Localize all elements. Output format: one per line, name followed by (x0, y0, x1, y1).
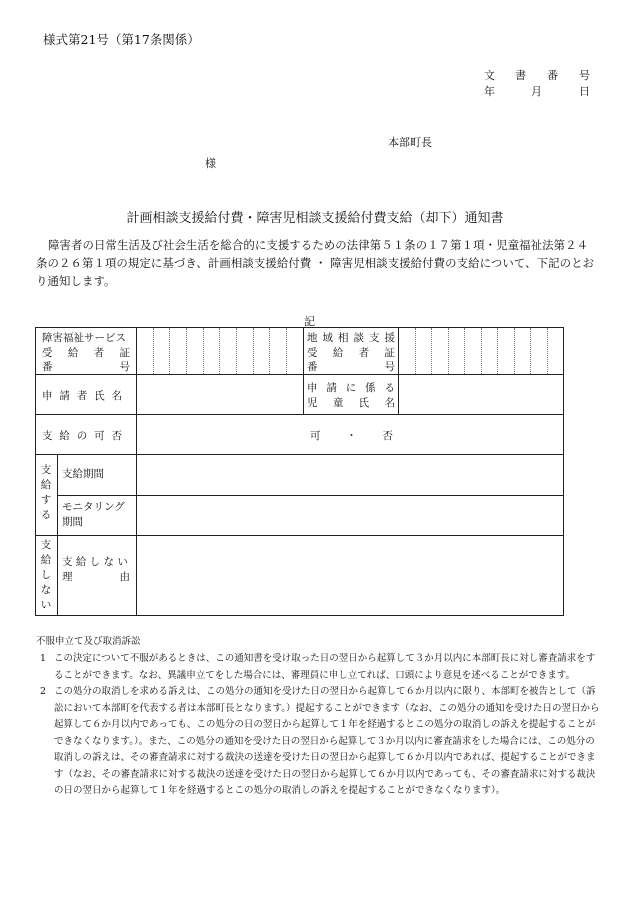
digit-divider (547, 328, 548, 374)
date-year: 年 (484, 85, 495, 98)
label-char: 番 (42, 361, 53, 373)
label-char: 支 (42, 430, 53, 442)
col-divider (136, 328, 137, 454)
monitoring-label-line1: モニタリング (62, 501, 125, 513)
grant-period-label: 支給期間 (62, 468, 104, 480)
row-divider (36, 414, 563, 415)
label-char: に (345, 382, 357, 394)
row-divider (36, 374, 563, 375)
label-char: 請 (59, 390, 70, 402)
digit-divider (186, 328, 187, 374)
label-char: 番 (307, 361, 318, 373)
label-char: 者 (358, 347, 370, 359)
digit-divider (286, 328, 287, 374)
appeal-item-1 (40, 651, 600, 684)
regional-cert-label-line2 (307, 345, 395, 360)
option-deny: 否 (382, 430, 393, 442)
label-char: 証 (384, 347, 395, 359)
label-char: 申 (307, 382, 318, 394)
document-meta (484, 68, 590, 100)
label-char: 童 (332, 397, 344, 409)
label-char: 域 (322, 332, 333, 344)
digit-divider (269, 328, 270, 374)
label-char: 給 (59, 430, 70, 442)
label-char: 受 (42, 347, 53, 359)
digit-divider (203, 328, 204, 374)
child-name-label-line1 (307, 380, 395, 395)
label-char: 否 (111, 430, 122, 442)
row-divider (36, 454, 563, 455)
digit-divider (530, 328, 531, 374)
col-divider (57, 454, 58, 615)
digit-divider (415, 328, 416, 374)
col-divider (303, 328, 304, 414)
label-char: 理 (62, 571, 73, 583)
label-char: 給 (67, 347, 79, 359)
regional-cert-label-line1 (307, 330, 395, 345)
date-day: 日 (579, 85, 590, 98)
label-char: 可 (94, 430, 105, 442)
doc-number-char: 文 (484, 69, 495, 82)
digit-divider (169, 328, 170, 374)
label-char: 地 (307, 332, 318, 344)
form-number: 様式第21号（第17条関係） (43, 32, 200, 47)
notification-table (35, 327, 564, 616)
appeal-item-2 (40, 684, 600, 800)
applicant-name-label (42, 388, 122, 403)
label-char: る (384, 382, 395, 394)
addressee-suffix: 様 (205, 157, 216, 170)
digit-divider (236, 328, 237, 374)
col-divider (398, 328, 399, 414)
svc-cert-label-line1: 障害福祉サービス (42, 332, 126, 344)
date-label (484, 84, 590, 100)
date-month: 月 (531, 85, 542, 98)
label-char: 氏 (358, 397, 370, 409)
document-number-label (484, 68, 590, 84)
label-char: 号 (384, 361, 395, 373)
label-char: 氏 (94, 390, 105, 402)
option-approve: 可 (310, 430, 321, 442)
label-char: 名 (384, 397, 395, 409)
grant-group-label: 支給する (40, 464, 52, 521)
document-title: 計画相談支援給付費・障害児相談支援給付費支給（却下）通知書 (126, 211, 504, 226)
body-paragraph: 障害者の日常生活及び社会生活を総合的に支援するための法律第５１条の１７第１項・児童福祉法第２４条の２６第１項の規定に基づき、計画相談支援給付費 ・ 障害児相談支援給付費の支給について、下記のとおり通知します。 (36, 238, 595, 288)
label-char: 由 (119, 571, 130, 583)
digit-divider (253, 328, 254, 374)
label-char: 者 (93, 347, 105, 359)
appeal-item-number: 1 (40, 653, 47, 664)
row-divider (36, 535, 563, 536)
appeal-item-number: 2 (40, 686, 47, 697)
label-char: 名 (111, 390, 122, 402)
label-char: 証 (119, 347, 130, 359)
col-divider (136, 454, 137, 615)
label-char: 援 (384, 332, 395, 344)
label-char: 受 (307, 347, 318, 359)
deny-reason-label-line2 (62, 569, 130, 584)
doc-number-char: 番 (547, 69, 558, 82)
ki-mark: 記 (304, 315, 315, 328)
svc-cert-label-line3 (42, 359, 130, 374)
deny-reason-label-line1: 支 給 し な い (62, 556, 128, 568)
svc-cert-label-line2 (42, 345, 130, 360)
appeal-item-text: この決定について不服があるときは、この通知書を受け取った日の翌日から起算して３か月以内に本部町長に対し審査請求をすることができます。なお、異議申立てをした場合には、審理員に申し立てれば、口頭により意見を述べることができます。 (54, 653, 596, 681)
digit-divider (153, 328, 154, 374)
digit-divider (448, 328, 449, 374)
approval-options (310, 428, 393, 443)
deny-group-label: 支給しない (40, 539, 52, 611)
label-char: 児 (307, 397, 318, 409)
label-char: 者 (76, 390, 88, 402)
regional-cert-label-line3 (307, 359, 395, 374)
digit-divider (481, 328, 482, 374)
appeal-heading: 不服申立て及び取消訴訟 (36, 636, 141, 647)
label-char: 申 (42, 390, 53, 402)
digit-divider (431, 328, 432, 374)
label-char: 談 (353, 332, 364, 344)
label-char: 給 (332, 347, 344, 359)
label-char: 号 (119, 361, 130, 373)
option-separator: ・ (346, 430, 357, 442)
digit-divider (497, 328, 498, 374)
doc-number-char: 書 (515, 69, 526, 82)
issuer: 本部町長 (388, 136, 432, 149)
row-divider (57, 495, 563, 496)
label-char: 請 (326, 382, 337, 394)
approval-label (42, 428, 122, 443)
digit-divider (219, 328, 220, 374)
label-char: の (76, 430, 88, 442)
appeal-item-text: この処分の取消しを求める訴えは、この処分の通知を受けた日の翌日から起算して６か月以内に限り、本部町を被告として（訴訟において本部町を代表する者は本部町長となります。）提起することができます（なお、この処分の通知を受けた日の翌日から起算して６か月以内であっても、この処分の日の翌日から起算して１年を経過するとこの処分の取消しの訴えを提起することができなくなります。）。また、この処分の通知を受けた日の翌日から起算して３か月以内に審査請求をした場合には、この処分の取消しの訴えは、その審査請求に対する裁決の送達を受けた日の翌日から起算して６か月以内であれば、提起することができます（なお、その審査請求に対する裁決の送達を受けた日の翌日から起算して６か月以内であっても、その審査請求に対する裁決の日の翌日から起算して１年を経過するとこの処分の取消しの訴えを提起することができなくなります）。 (54, 686, 600, 796)
monitoring-label-line2: 期間 (62, 516, 83, 528)
doc-number-char: 号 (579, 69, 590, 82)
digit-divider (514, 328, 515, 374)
digit-divider (464, 328, 465, 374)
child-name-label-line2 (307, 395, 395, 410)
label-char: 支 (369, 332, 380, 344)
label-char: 相 (338, 332, 349, 344)
label-char: 係 (365, 382, 376, 394)
